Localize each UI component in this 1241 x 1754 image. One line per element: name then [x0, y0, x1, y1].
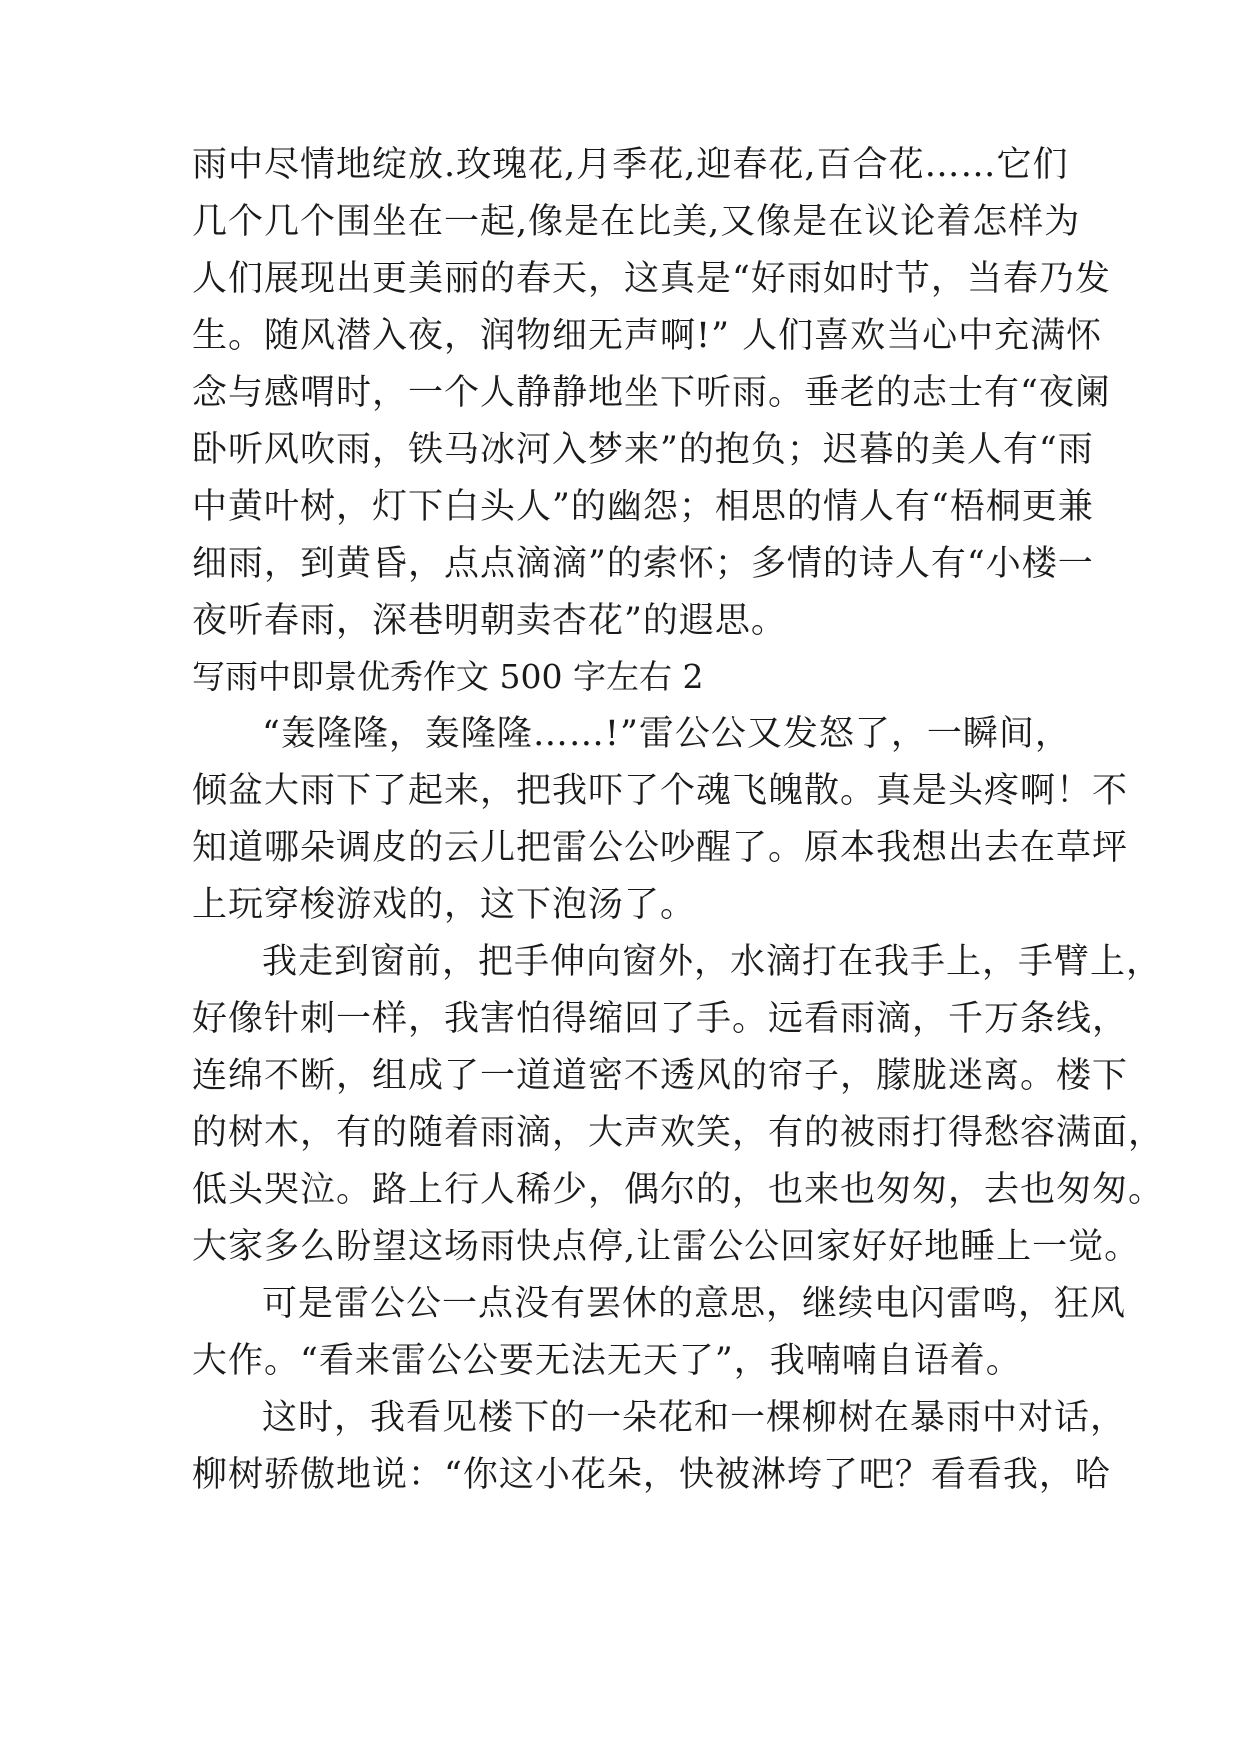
text-line: 生。随风潜入夜，润物细无声啊!” 人们喜欢当心中充满怀: [192, 316, 1103, 356]
text-line: 大作。“看来雷公公要无法无天了”，我喃喃自语着。: [192, 1341, 1022, 1381]
paragraph-start-line: 这时，我看见楼下的一朵花和一棵柳树在暴雨中对话，: [262, 1398, 1127, 1438]
paragraph-start-line: “轰隆隆，轰隆隆……!”雷公公又发怒了，一瞬间，: [262, 714, 1071, 754]
text-line: 好像针刺一样，我害怕得缩回了手。远看雨滴，千万条线，: [192, 999, 1129, 1039]
text-line: 念与感喟时，一个人静静地坐下听雨。垂老的志士有“夜阑: [192, 373, 1111, 413]
text-line: 人们展现出更美丽的春天，这真是“好雨如时节，当春乃发: [192, 259, 1111, 299]
text-line: 雨中尽情地绽放.玫瑰花,月季花,迎春花,百合花……它们: [192, 145, 1069, 185]
section-title: 写雨中即景优秀作文 500 字左右 2: [192, 657, 704, 696]
text-line: 连绵不断，组成了一道道密不透风的帘子，朦胧迷离。楼下: [192, 1056, 1129, 1096]
text-line: 中黄叶树，灯下白头人”的幽怨；相思的情人有“梧桐更兼: [192, 487, 1094, 527]
text-line: 夜听春雨，深巷明朝卖杏花”的遐思。: [192, 601, 787, 641]
text-line: 倾盆大雨下了起来，把我吓了个魂飞魄散。真是头疼啊！不: [192, 771, 1129, 811]
text-line: 低头哭泣。路上行人稀少，偶尔的，也来也匆匆，去也匆匆。: [192, 1170, 1165, 1210]
text-line: 细雨，到黄昏，点点滴滴”的索怀；多情的诗人有“小楼一: [192, 544, 1094, 584]
paragraph-start-line: 我走到窗前，把手伸向窗外，水滴打在我手上，手臂上，: [262, 942, 1163, 982]
text-line: 卧听风吹雨，铁马冰河入梦来”的抱负；迟暮的美人有“雨: [192, 430, 1094, 470]
text-line: 大家多么盼望这场雨快点停,让雷公公回家好好地睡上一觉。: [192, 1227, 1141, 1267]
text-line: 的树木，有的随着雨滴，大声欢笑，有的被雨打得愁容满面，: [192, 1113, 1165, 1153]
paragraph-start-line: 可是雷公公一点没有罢休的意思，继续电闪雷鸣，狂风: [262, 1284, 1127, 1324]
text-line: 几个几个围坐在一起,像是在比美,又像是在议论着怎样为: [192, 202, 1081, 242]
text-line: 柳树骄傲地说：“你这小花朵，快被淋垮了吧？看看我，哈: [192, 1455, 1111, 1495]
text-line: 上玩穿梭游戏的，这下泡汤了。: [192, 885, 697, 925]
text-line: 知道哪朵调皮的云儿把雷公公吵醒了。原本我想出去在草坪: [192, 828, 1129, 868]
